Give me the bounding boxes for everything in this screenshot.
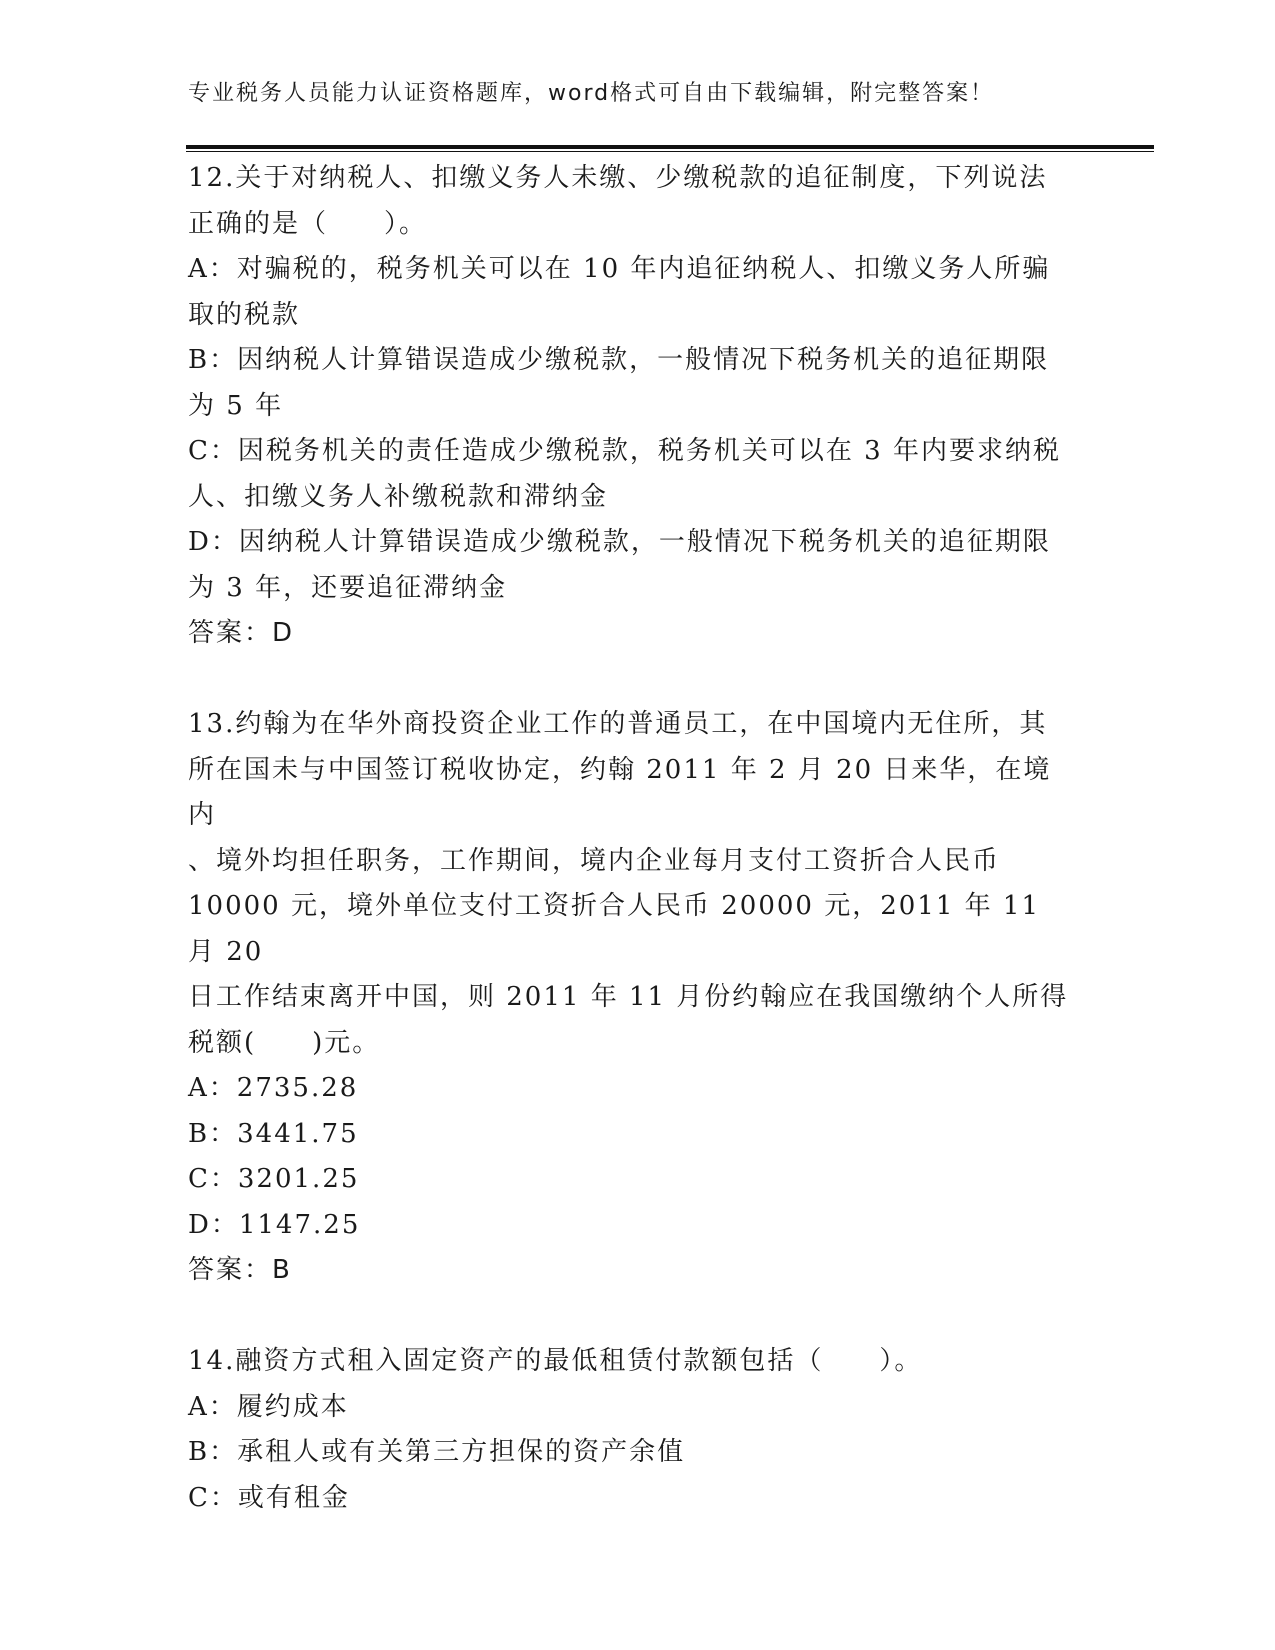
question-12 — [188, 156, 1078, 657]
option-c-line: C：或有租金 — [188, 1482, 350, 1513]
question-stem-line: 日工作结束离开中国，则 2011 年 11 月份约翰应在我国缴纳个人所得 — [188, 982, 1069, 1012]
question-stem-line: 正确的是（ ）。 — [188, 208, 428, 239]
question-stem-line: 14.融资方式租入固定资产的最低租赁付款额包括（ ）。 — [188, 1346, 923, 1376]
option-a-line: 取的税款 — [188, 299, 301, 330]
option-b-line: B：承租人或有关第三方担保的资产余值 — [188, 1437, 686, 1467]
question-stem-line: 13.约翰为在华外商投资企业工作的普通员工，在中国境内无住所，其 — [188, 709, 1048, 739]
question-spacer — [188, 657, 1078, 703]
question-stem-line: 10000 元，境外单位支付工资折合人民币 20000 元，2011 年 11 月 20 — [188, 891, 1040, 967]
question-14 — [188, 1339, 1078, 1521]
question-stem-line: 12.关于对纳税人、扣缴义务人未缴、少缴税款的追征制度，下列说法 — [188, 163, 1048, 193]
option-a-line: A：履约成本 — [188, 1391, 349, 1422]
header-rule-thick — [186, 145, 1154, 149]
option-c-line: C：因税务机关的责任造成少缴税款，税务机关可以在 3 年内要求纳税 — [188, 436, 1061, 466]
option-b-line: 为 5 年 — [188, 390, 284, 421]
option-d-line: D：1147.25 — [188, 1209, 361, 1240]
option-c-line: 人、扣缴义务人补缴税款和滞纳金 — [188, 481, 609, 512]
option-a-line: A：对骗税的，税务机关可以在 10 年内追征纳税人、扣缴义务人所骗 — [188, 254, 1051, 284]
question-13 — [188, 702, 1078, 1294]
answer-line: 答案：D — [188, 618, 295, 648]
option-b-line: B：3441.75 — [188, 1118, 359, 1149]
option-b-line: B：因纳税人计算错误造成少缴税款，一般情况下税务机关的追征期限 — [188, 345, 1050, 375]
answer-line: 答案：B — [188, 1255, 292, 1285]
option-c-line: C：3201.25 — [188, 1164, 360, 1194]
question-stem-line: 、境外均担任职务，工作期间，境内企业每月支付工资折合人民币 — [188, 845, 1001, 876]
header-rule-thin — [186, 151, 1154, 152]
question-spacer — [188, 1294, 1078, 1340]
question-stem-line: 所在国未与中国签订税收协定，约翰 2011 年 2 月 20 日来华，在境内 — [188, 754, 1052, 830]
page-header: 专业税务人员能力认证资格题库，word格式可自由下载编辑，附完整答案！ — [188, 81, 995, 106]
question-stem-line: 税额( )元。 — [188, 1027, 381, 1058]
question-list — [188, 156, 1078, 1521]
option-d-line: D：因纳税人计算错误造成少缴税款，一般情况下税务机关的追征期限 — [188, 527, 1051, 557]
option-a-line: A：2735.28 — [188, 1073, 359, 1103]
option-d-line: 为 3 年，还要追征滞纳金 — [188, 572, 508, 603]
